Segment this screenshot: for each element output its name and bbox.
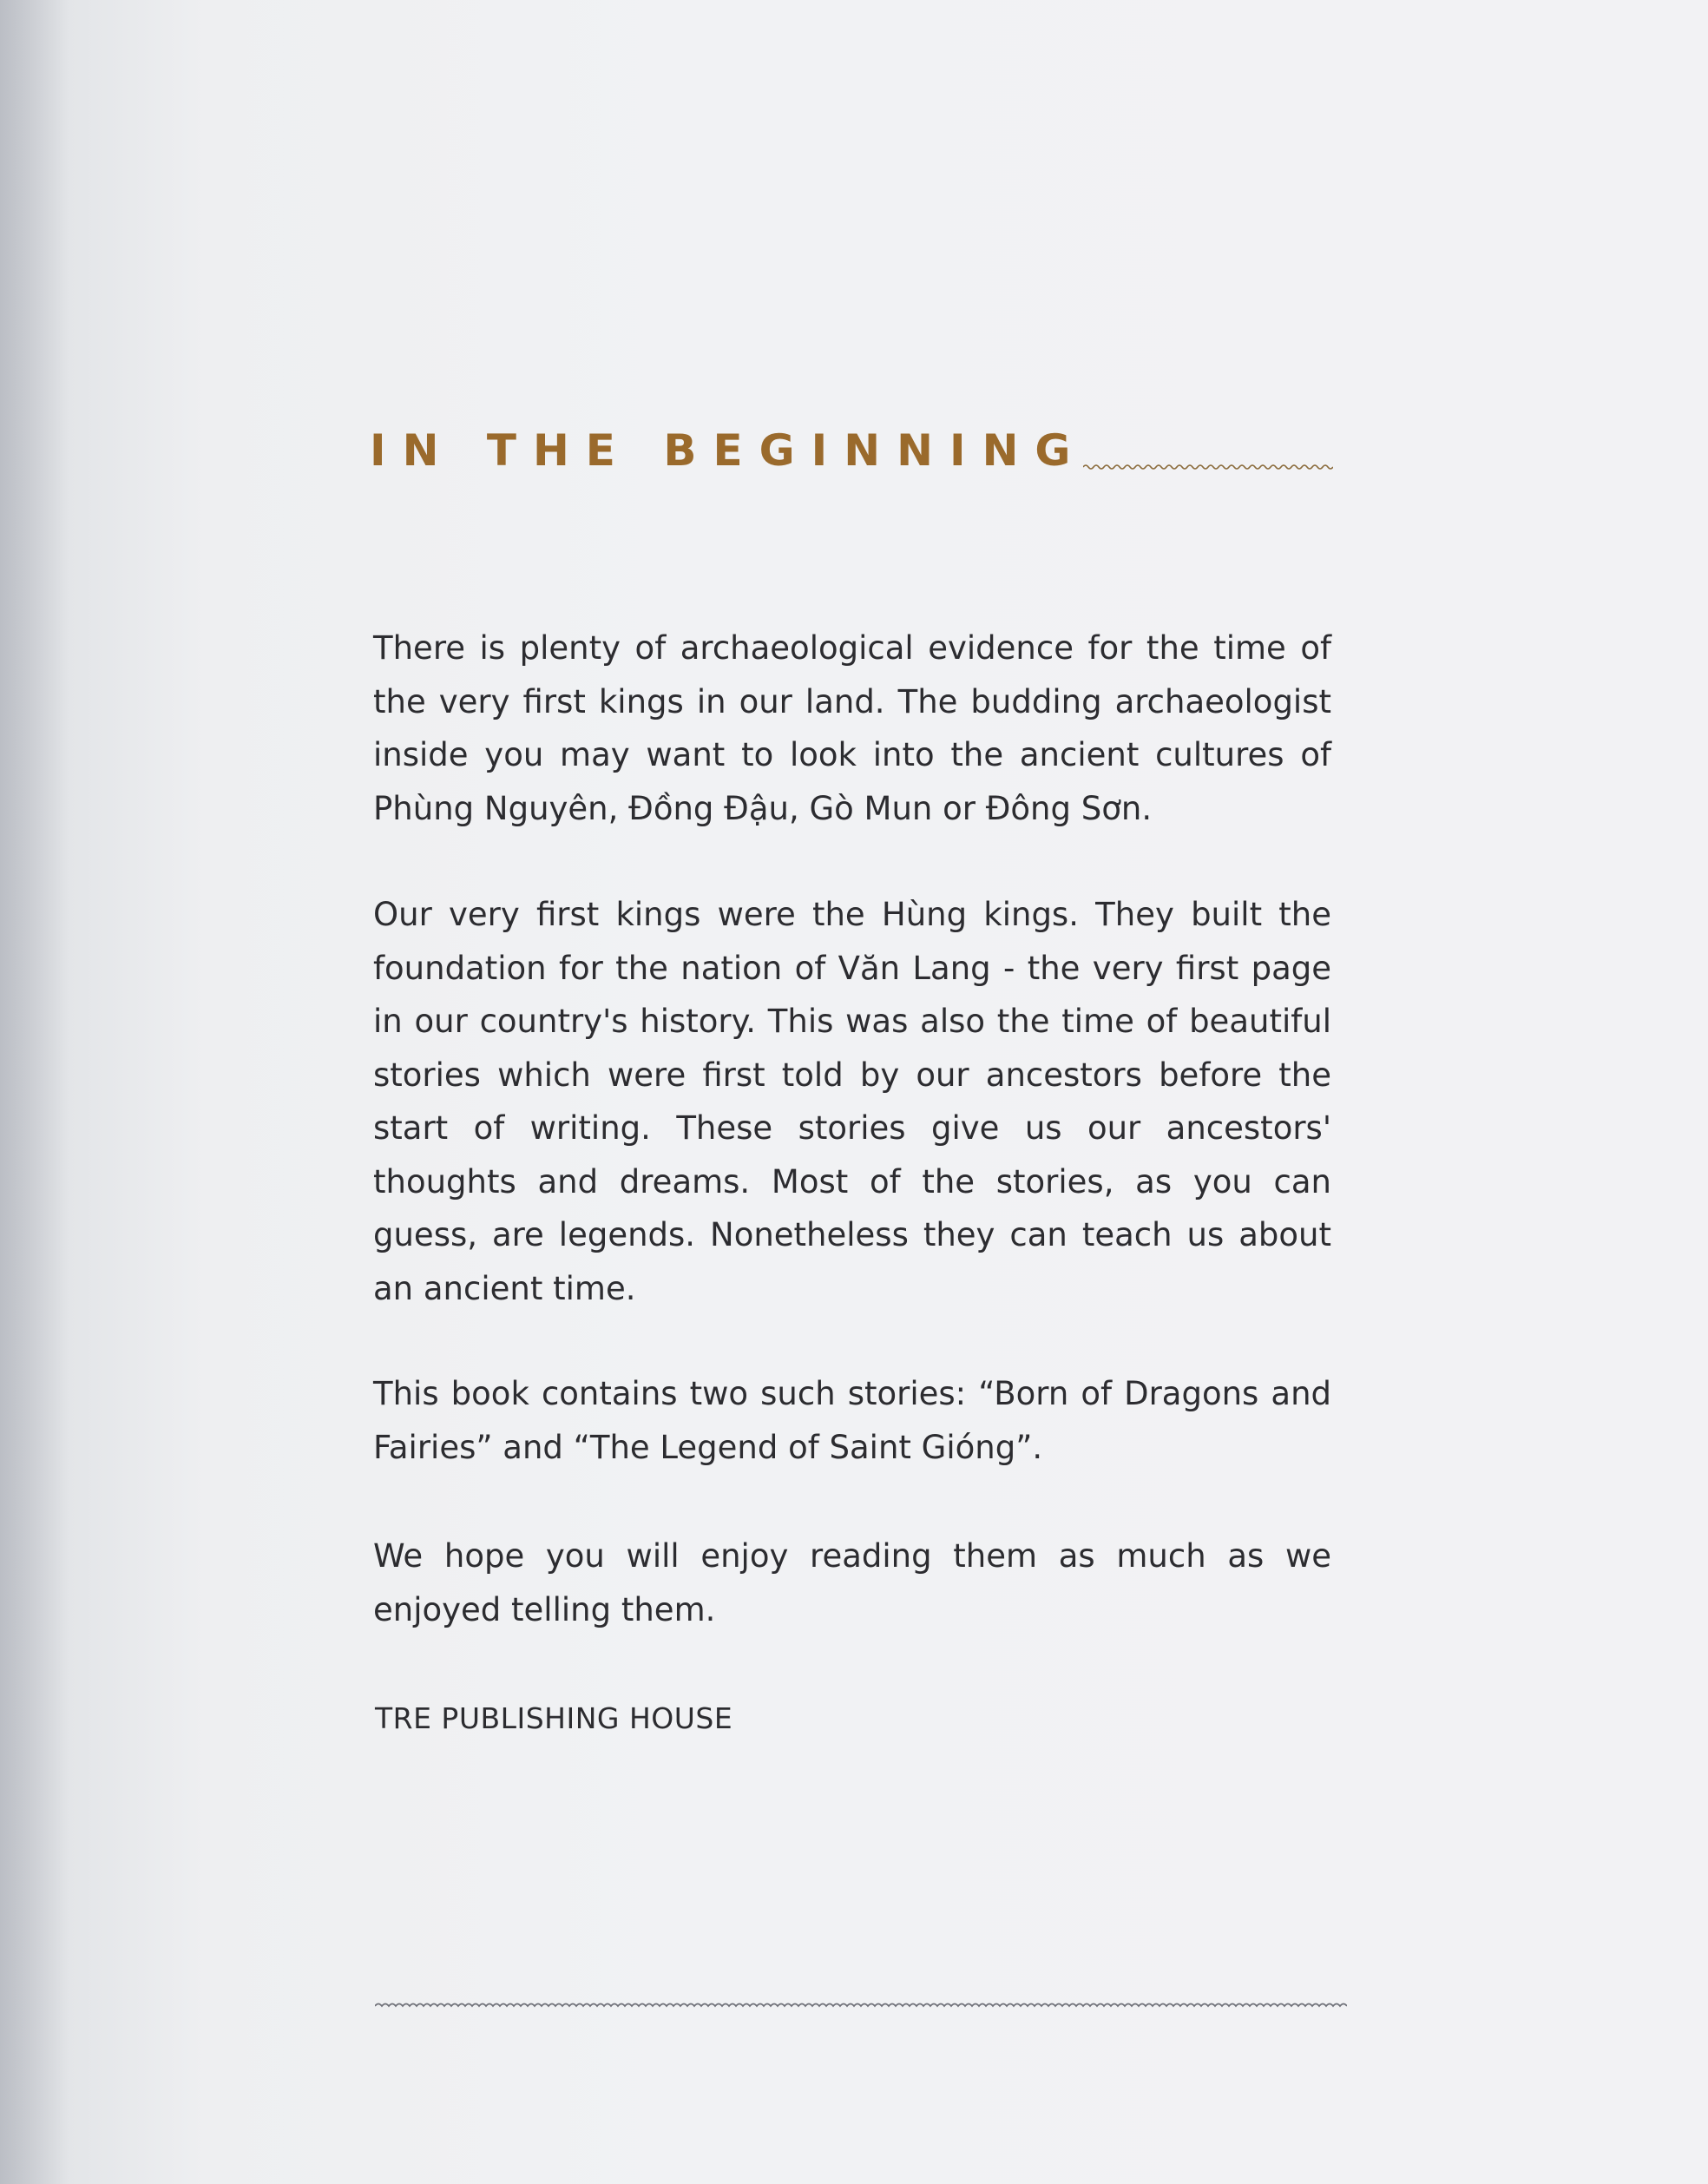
paragraph-closing: We hope you will enjoy reading them as much as we enjoyed telling them.: [373, 1537, 1331, 1628]
title-wavy-line: [1083, 462, 1333, 472]
paragraph-hung-kings: Our very first kings were the Hùng kings. They built the foundation for the nation of Văn Lang - the very first page in our country's history. This was also the time of beautiful stories which were first told by our ancestors before the start of writing. These stories give us our ancestors' thoughts and dreams. Most of the stories, as you can guess, are legends. Nonetheless they can teach us about an ancient time.: [373, 896, 1331, 1307]
heading-row: [370, 425, 1333, 486]
paragraph-book-contents: This book contains two such stories: “Born of Dragons and Fairies” and “The Legend of Saint Gióng”.: [373, 1375, 1331, 1466]
page-gutter-shadow: [0, 0, 69, 2184]
publisher-signature: TRE PUBLISHING HOUSE: [375, 1701, 733, 1735]
paragraph-archaeology: There is plenty of archaeological evidence for the time of the very first kings in our land. The budding archaeologist inside you may want to look into the ancient cultures of Phùng Nguyên, Đồng Đậu, Gò Mun or Đông Sơn.: [373, 629, 1331, 827]
bottom-wavy-line: [375, 2000, 1347, 2012]
page-title: IN THE BEGINNING: [370, 425, 1087, 476]
